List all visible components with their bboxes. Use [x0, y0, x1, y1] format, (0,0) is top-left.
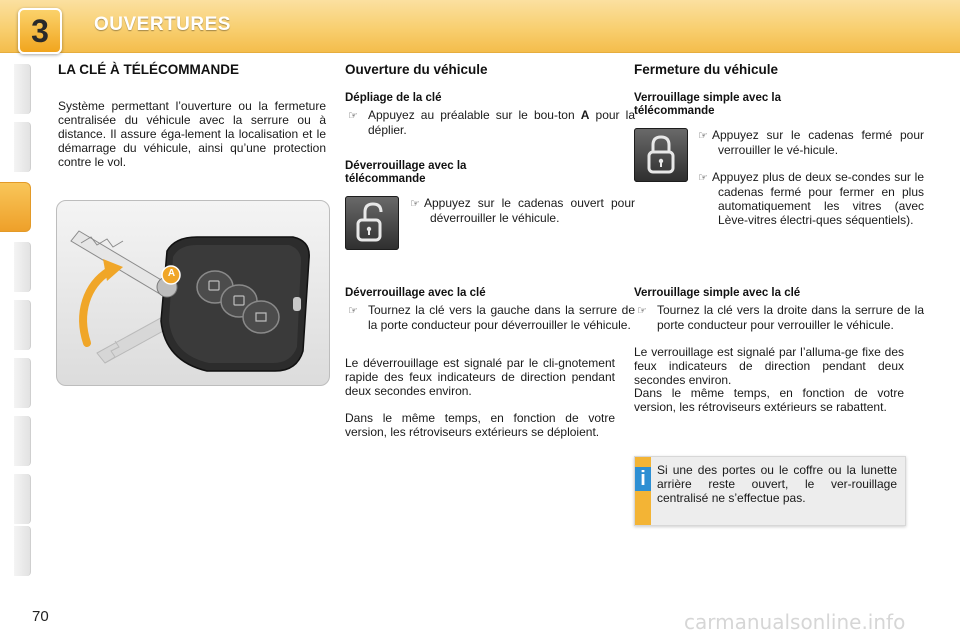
pointing-hand-icon: ☞ [348, 305, 358, 317]
lock-mirrors-text: Dans le même temps, en fonction de votre version, les rétroviseurs extérieurs se rabattent. [634, 386, 904, 414]
chapter-tab[interactable] [14, 474, 31, 524]
chapter-tab[interactable] [14, 358, 31, 408]
chapter-tab[interactable] [14, 526, 31, 576]
closed-padlock-icon [634, 128, 688, 182]
pointing-hand-icon: ☞ [410, 198, 420, 210]
chapter-tab-active[interactable] [0, 182, 31, 232]
subhead-unlock-key: Déverrouillage avec la clé [345, 287, 486, 299]
watermark-text: carmanualsonline.info [684, 610, 906, 634]
pointing-hand-icon: ☞ [698, 130, 708, 142]
chapter-tab[interactable] [14, 64, 31, 114]
section-title-closing: Fermeture du véhicule [634, 62, 779, 77]
key-illustration [56, 200, 330, 386]
bullet-unlock-key: ☞ Tournez la clé vers la gauche dans la serrure de la porte conducteur pour déverrouiller le véhicule. [348, 303, 635, 332]
chapter-header [0, 0, 960, 53]
page-number: 70 [32, 608, 49, 625]
bullet-lock-key: ☞ Tournez la clé vers la droite dans la serrure de la porte conducteur pour verrouiller le véhicule. [637, 303, 924, 332]
bullet-unfold-key: ☞ Appuyez au préalable sur le bou-ton A pour la déplier. [348, 108, 635, 137]
bullet-unlock-remote: ☞ Appuyez sur le cadenas ouvert pour déverrouiller le véhicule. [410, 196, 635, 225]
button-a-label: A [167, 268, 176, 279]
chapter-number-badge: 3 [18, 8, 62, 54]
unlock-signal-text: Le déverrouillage est signalé par le cli-gnotement rapide des feux indicateurs de direction pendant deux secondes environ. [345, 356, 615, 398]
key-intro-text: Système permettant l’ouverture ou la fermeture centralisée du véhicule avec la serrure ou à distance. Il assure éga-lement la localisation et le démarrage du véhicule, ainsi qu’une protection contre le vol. [58, 99, 326, 169]
pointing-hand-icon: ☞ [637, 305, 647, 317]
chapter-tab[interactable] [14, 416, 31, 466]
chapter-tab[interactable] [14, 122, 31, 172]
pointing-hand-icon: ☞ [698, 172, 708, 184]
subhead-unfold-key: Dépliage de la clé [345, 92, 442, 104]
open-padlock-icon [345, 196, 399, 250]
subhead-unlock-remote: Déverrouillage avec la télécommande [345, 160, 467, 185]
bullet-lock-remote-windows: ☞ Appuyez plus de deux se-condes sur le cadenas fermé pour fermer en plus automatiquement les vitres (avec Lève-vitres électri-ques séquentiels). [698, 170, 924, 227]
subhead-lock-remote: Verrouillage simple avec la télécommande [634, 92, 782, 117]
chapter-tab[interactable] [14, 300, 31, 350]
section-title-opening: Ouverture du véhicule [345, 62, 488, 77]
chapter-tab[interactable] [14, 242, 31, 292]
pointing-hand-icon: ☞ [348, 110, 358, 122]
lock-signal-text: Le verrouillage est signalé par l’alluma-ge fixe des feux indicateurs de direction pendant deux secondes environ. [634, 345, 904, 387]
chapter-title: OUVERTURES [94, 14, 231, 35]
info-note-text: Si une des portes ou le coffre ou la lunette arrière reste ouvert, le ver-rouillage centralisé ne s’effectue pas. [657, 463, 897, 505]
bullet-lock-remote: ☞ Appuyez sur le cadenas fermé pour verrouiller le vé-hicule. [698, 128, 924, 157]
info-note-box [634, 456, 906, 526]
info-icon: i [635, 467, 651, 491]
section-title-key: LA CLÉ À TÉLÉCOMMANDE [58, 62, 239, 77]
subhead-lock-key: Verrouillage simple avec la clé [634, 287, 801, 299]
chapter-tabs [0, 64, 32, 572]
unlock-mirrors-text: Dans le même temps, en fonction de votre version, les rétroviseurs extérieurs se déploient. [345, 411, 615, 439]
flip-key-drawing [57, 201, 329, 385]
